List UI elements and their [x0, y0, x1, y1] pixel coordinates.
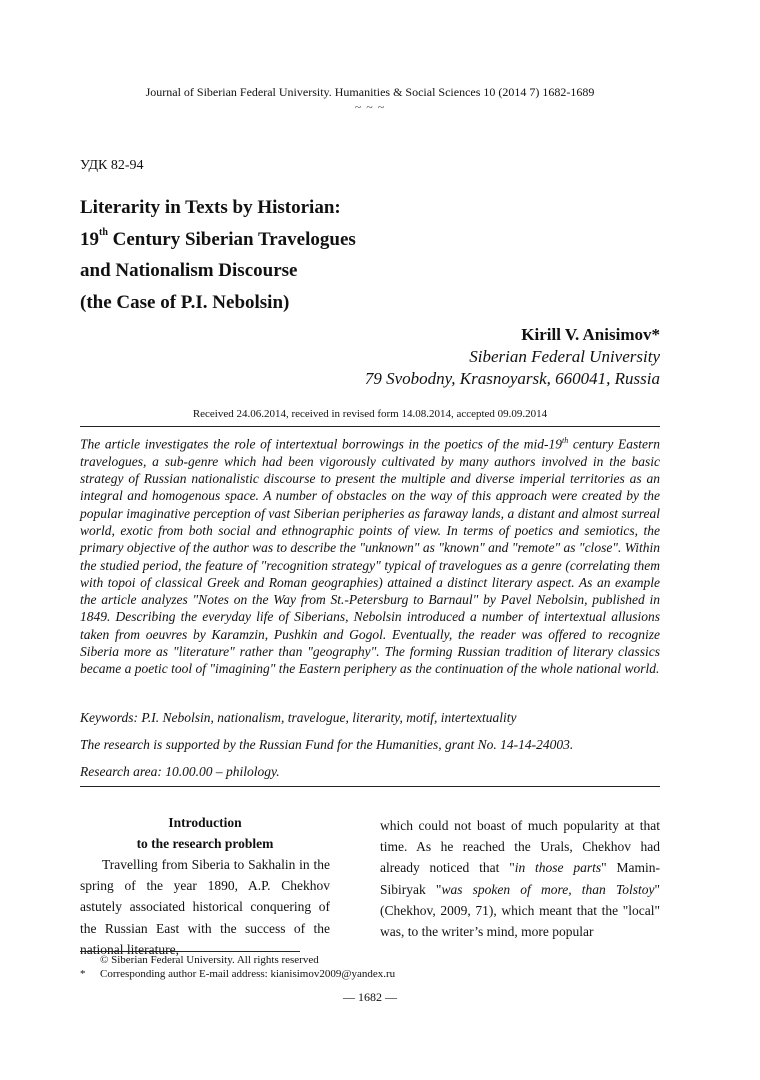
- funding-note: The research is supported by the Russian Fund for the Humanities, grant No. 14-14-24003.: [80, 737, 574, 752]
- abstract-text-2: century Eastern travelogues, a sub-genre which had been vigorously cultivated by many authors involved in the basic strategy of Russian nationalistic discourse to present the multiple and diverse imperial territories as an integral and homogenous space. A number of obstacles on the way of this approach were created by the popular imaginative perception of vast Siberian peripheries as faraway lands, a distant and almost surreal world, exotic from both social and ethnographic points of view. In terms of poetics and semiotics, the primary objective of the author was to describe the "unknown" as "known" and "remote" as "close". Within the studied period, the feature of "recognition strategy" typical of travelogues as a genre (correlating them with topoi of classical Greek and Roman geographies) attained a distinct literary aspect. As an example the article analyzes "Notes on the Way from St.-Petersburg to Barnaul" by Pavel Nebolsin, published in 1849. Describing the everyday life of Siberians, Nebolsin introduced a number of intertextual allusions taken from oeuvres by Karamzin, Pushkin and Gogol. Eventually, the reader was offered to recognize Siberia more as "literature" rather than "geography". The forming Russian tradition of literary classics became a poetic tool of "imagining" the Eastern periphery as the continuation of the whole national world.: [80, 436, 661, 677]
- header-ornament: ~ ~ ~: [354, 100, 386, 114]
- article-title: [80, 192, 640, 318]
- body-text-a: which could not boast of much popularity at that time. As he reached the Urals, Chekhov had already noticed that ": [380, 818, 660, 876]
- title-line-2-rest: Century Siberian Travelogues: [107, 228, 356, 250]
- keywords: Keywords: P.I. Nebolsin, nationalism, travelogue, literarity, motif, intertextuality: [80, 710, 517, 725]
- body-text-c: " (Chekhov, 2009, 71), which meant that the "local" was, to the writer’s mind, more popular: [380, 881, 660, 940]
- abstract-text-1: The article investigates the role of intertextual borrowings in the poetics of the mid-19: [80, 436, 563, 452]
- body-quote-1: in those parts: [514, 860, 602, 876]
- title-century-number: 19: [80, 228, 99, 250]
- footnote-asterisk: *: [80, 968, 86, 980]
- abstract-superscript: th: [562, 436, 569, 445]
- author-name: Kirill V. Anisimov*: [521, 325, 660, 344]
- title-line-3: and Nationalism Discourse: [80, 260, 298, 281]
- body-quote-2: was spoken of more, than Tolstoy: [441, 881, 655, 897]
- abstract: [80, 432, 660, 678]
- title-line-1: Literarity in Texts by Historian:: [80, 197, 341, 218]
- footnote-corresponding: [80, 967, 395, 981]
- body-paragraph: Travelling from Siberia to Sakhalin in the spring of the year 1890, A.P. Chekhov astutely associated historical conquering of the Russian East with the success of the national literature,: [80, 857, 330, 957]
- page-number: — 1682 —: [343, 990, 397, 1004]
- udk-code: УДК 82-94: [80, 158, 144, 173]
- copyright-text: © Siberian Federal University. All rights reserved: [100, 954, 319, 966]
- body-text-b: " Mamin-Sibiryak ": [380, 860, 660, 897]
- abstract-top-rule: [80, 426, 660, 427]
- title-line-2: [80, 224, 640, 256]
- title-line-4: (the Case of P.I. Nebolsin): [80, 291, 290, 313]
- footnote-rule: [80, 951, 300, 952]
- body-right-column: [380, 815, 660, 942]
- author-affiliation: Siberian Federal University: [469, 347, 660, 366]
- title-superscript: th: [99, 227, 108, 239]
- author-block: [365, 324, 660, 390]
- received-dates: Received 24.06.2014, received in revised form 14.08.2014, accepted 09.09.2014: [192, 408, 548, 420]
- journal-header: Journal of Siberian Federal University. Humanities & Social Sciences 10 (2014 7) 1682-1689: [145, 85, 595, 99]
- research-area: Research area: 10.00.00 – philology.: [80, 764, 280, 779]
- author-address: 79 Svobodny, Krasnoyarsk, 660041, Russia: [364, 369, 660, 388]
- corresponding-author-email: Corresponding author E-mail address: kianisimov2009@yandex.ru: [100, 968, 396, 980]
- section-heading-line-2: to the research problem: [136, 836, 274, 851]
- footnote-copyright: [80, 953, 319, 967]
- body-left-column: [80, 812, 330, 960]
- abstract-bottom-rule: [80, 786, 660, 787]
- section-heading-line-1: Introduction: [168, 815, 242, 830]
